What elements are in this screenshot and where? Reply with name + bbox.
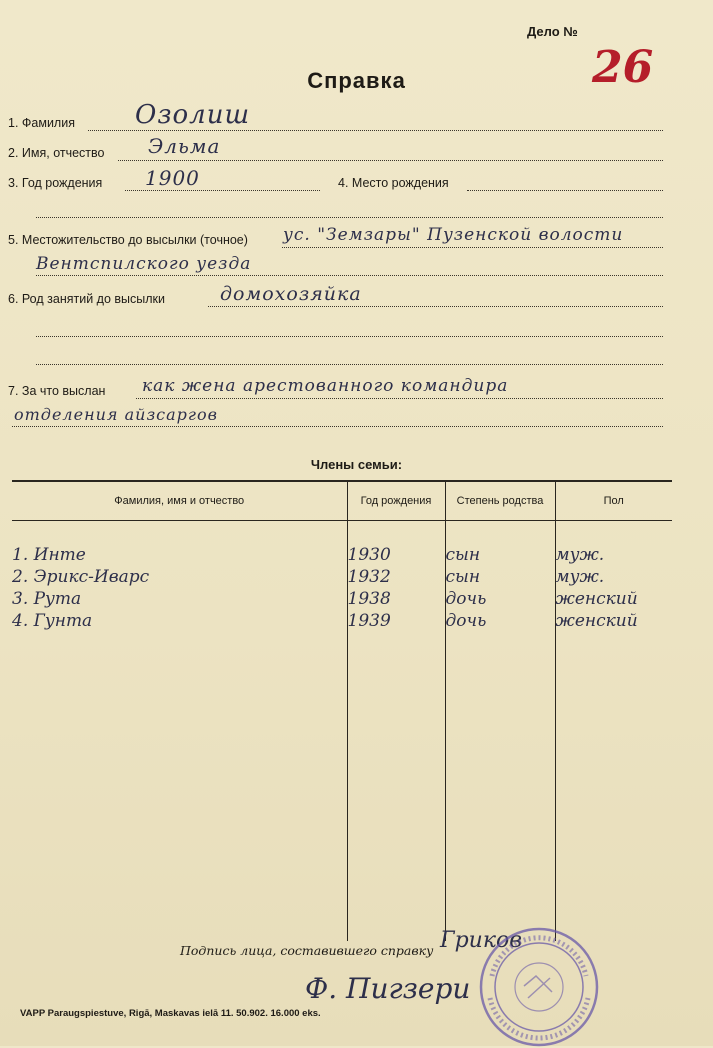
table-filler bbox=[12, 631, 672, 941]
member-year: 1939 bbox=[347, 609, 445, 631]
signature-label: Подпись лица, составившего справку bbox=[180, 943, 434, 958]
name-label: 2. Имя, отчество bbox=[8, 146, 105, 160]
birth-year-line bbox=[125, 190, 320, 191]
occupation-line-2 bbox=[36, 336, 663, 337]
occupation-label: 6. Род занятий до высылки bbox=[8, 292, 165, 306]
print-footer: VAPP Paraugspiestuve, Rigā, Maskavas ielā 11. 50.902. 16.000 eks. bbox=[20, 1008, 321, 1019]
family-title: Члены семьи: bbox=[310, 457, 403, 472]
member-year: 1938 bbox=[347, 587, 445, 609]
table-row bbox=[12, 521, 672, 565]
birthplace-line-2 bbox=[36, 217, 663, 218]
birthplace-label: 4. Место рождения bbox=[338, 176, 449, 190]
residence-value-2: Вентспилского уезда bbox=[36, 254, 252, 274]
table-row bbox=[12, 587, 672, 609]
birth-year-label: 3. Год рождения bbox=[8, 176, 103, 190]
signature-primary: Гриков bbox=[440, 928, 523, 953]
occupation-line-3 bbox=[36, 364, 663, 365]
surname-label: 1. Фамилия bbox=[8, 116, 75, 130]
table-row bbox=[12, 565, 672, 587]
column-header-name: Фамилия, имя и отчество bbox=[12, 481, 347, 521]
column-header-year: Год рождения bbox=[347, 481, 445, 521]
member-relation: дочь bbox=[445, 609, 555, 631]
member-sex: женский bbox=[555, 609, 672, 631]
member-name: 3. Рута bbox=[12, 588, 82, 609]
official-seal-icon bbox=[478, 926, 600, 1048]
column-header-sex: Пол bbox=[555, 481, 672, 521]
surname-value: Озолиш bbox=[135, 100, 251, 130]
member-name: 4. Гунта bbox=[12, 610, 93, 631]
case-number: 26 bbox=[592, 42, 654, 93]
column-header-relation: Степень родства bbox=[445, 481, 555, 521]
reason-value-2: отделения айзсаргов bbox=[14, 405, 218, 424]
birth-year-value: 1900 bbox=[145, 166, 200, 190]
document-title: Справка bbox=[307, 68, 406, 93]
birthplace-line bbox=[467, 190, 663, 191]
occupation-line bbox=[208, 306, 663, 307]
reason-line-2 bbox=[12, 426, 663, 427]
table-row bbox=[12, 609, 672, 631]
reason-label: 7. За что выслан bbox=[8, 384, 106, 398]
residence-label: 5. Местожительство до высылки (точное) bbox=[8, 233, 248, 247]
residence-value-1: ус. "Земзары" Пузенской волости bbox=[283, 225, 624, 245]
member-relation: сын bbox=[445, 565, 555, 587]
member-sex: муж. bbox=[555, 565, 672, 587]
member-relation: дочь bbox=[445, 587, 555, 609]
case-label: Дело № bbox=[527, 24, 578, 39]
occupation-value: домохозяйка bbox=[220, 283, 362, 305]
residence-line-2 bbox=[36, 275, 663, 276]
reason-line bbox=[136, 398, 663, 399]
member-sex: женский bbox=[555, 587, 672, 609]
member-name: 1. Инте bbox=[12, 544, 86, 565]
member-relation: сын bbox=[445, 521, 555, 565]
signature-secondary: Ф. Пигзери bbox=[305, 972, 471, 1005]
name-line bbox=[118, 160, 663, 161]
member-sex: муж. bbox=[555, 521, 672, 565]
residence-line bbox=[282, 247, 663, 248]
name-value: Эльма bbox=[148, 134, 221, 158]
surname-line bbox=[88, 130, 663, 131]
member-year: 1930 bbox=[347, 521, 445, 565]
family-table bbox=[12, 480, 672, 941]
member-name: 2. Эрикс-Иварс bbox=[12, 566, 150, 587]
reason-value-1: как жена арестованного командира bbox=[142, 376, 509, 396]
member-year: 1932 bbox=[347, 565, 445, 587]
